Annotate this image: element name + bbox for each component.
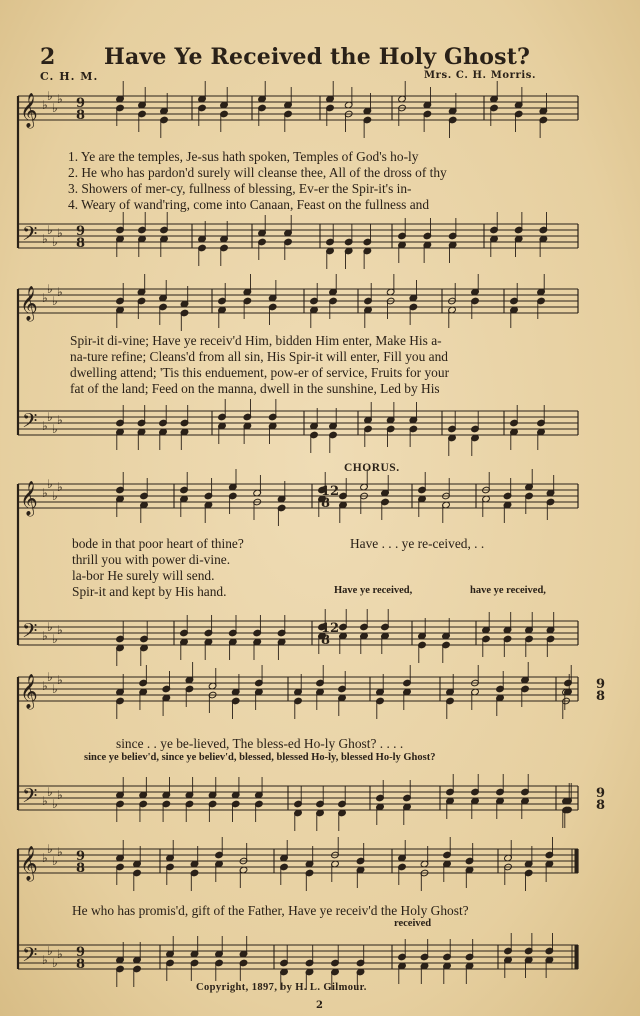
flat-sign: ♭ — [42, 98, 48, 112]
clef: 𝄞 — [20, 846, 38, 881]
flat-sign: ♭ — [47, 282, 53, 296]
copyright-notice: Copyright, 1897, by H. L. Gilmour. — [196, 982, 367, 993]
time-signature: 8 — [596, 689, 606, 704]
lyric-line: 1. Ye are the temples, Je-sus hath spoken, Temples of God's ho-ly — [68, 149, 419, 164]
chorus-label: CHORUS. — [344, 462, 400, 474]
lyric-line: thrill you with power di-vine. — [72, 552, 231, 567]
clef: 𝄞 — [20, 93, 38, 128]
page-number: 2 — [316, 1000, 323, 1011]
flat-sign: ♭ — [47, 670, 53, 684]
time-signature: 8 — [76, 957, 86, 972]
flat-sign: ♭ — [47, 477, 53, 491]
lyric-line: la-bor He surely will send. — [72, 568, 215, 583]
time-signature: 8 — [321, 496, 331, 511]
lyric-line: Spir-it and kept by His hand. — [72, 584, 227, 599]
clef: 𝄢 — [22, 619, 38, 647]
flat-sign: ♭ — [57, 947, 63, 961]
flat-sign: ♭ — [47, 410, 53, 424]
flat-sign: ♭ — [47, 89, 53, 103]
flat-sign: ♭ — [42, 794, 48, 808]
time-signature: 9 — [76, 849, 86, 864]
lyric-line: He who has promis'd, gift of the Father, Have ye receiv'd the Holy Ghost? — [72, 903, 469, 918]
bass-words: received — [394, 918, 432, 929]
time-signature: 9 — [76, 945, 86, 960]
flat-sign: ♭ — [42, 419, 48, 433]
clef: 𝄞 — [20, 286, 38, 321]
flat-sign: ♭ — [42, 679, 48, 693]
flat-sign: ♭ — [57, 623, 63, 637]
flat-sign: ♭ — [52, 294, 58, 308]
time-signature: 12 — [321, 484, 340, 499]
time-signature: 9 — [596, 677, 606, 692]
time-signature: 9 — [596, 786, 606, 801]
bass-words: since ye believ'd, since ye believ'd, blessed, blessed Ho-ly, blessed Ho-ly Ghost? — [84, 752, 436, 763]
time-signature: 9 — [76, 96, 86, 111]
lyric-line: since . . ye be-lieved, The bless-ed Ho-ly Ghost? . . . . — [116, 736, 404, 751]
flat-sign: ♭ — [47, 620, 53, 634]
time-signature: 8 — [596, 798, 606, 813]
lyric-line: fat of the land; Feed on the manna, dwell in the sunshine, Led by His — [70, 381, 440, 396]
flat-sign: ♭ — [47, 785, 53, 799]
clef: 𝄞 — [20, 674, 38, 709]
clef: 𝄞 — [20, 481, 38, 516]
clef: 𝄢 — [22, 784, 38, 812]
flat-sign: ♭ — [52, 632, 58, 646]
flat-sign: ♭ — [57, 788, 63, 802]
lyric-line: dwelling attend; 'Tis this enduement, pow-er of service, Fruits for your — [70, 365, 450, 380]
author-credit: Mrs. C. H. Morris. — [424, 70, 537, 81]
hymn-title: Have Ye Received the Holy Ghost? — [104, 44, 531, 70]
lyric-line: na-ture refine; Cleans'd from all sin, His Spir-it will enter, Fill you and — [70, 349, 448, 364]
flat-sign: ♭ — [52, 854, 58, 868]
clef: 𝄢 — [22, 943, 38, 971]
lyric-line: bode in that poor heart of thine? — [72, 536, 244, 551]
lyric-line: 4. Weary of wand'ring, come into Canaan, Feast on the fullness and — [68, 197, 430, 212]
flat-sign: ♭ — [47, 842, 53, 856]
flat-sign: ♭ — [42, 291, 48, 305]
flat-sign: ♭ — [52, 956, 58, 970]
flat-sign: ♭ — [52, 797, 58, 811]
bass-words: have ye received, — [470, 585, 546, 596]
flat-sign: ♭ — [57, 480, 63, 494]
flat-sign: ♭ — [57, 413, 63, 427]
flat-sign: ♭ — [52, 422, 58, 436]
bass-words: Have ye received, — [334, 585, 413, 596]
lyric-line: 3. Showers of mer-cy, fullness of blessing, Ev-er the Spir-it's in- — [68, 181, 412, 196]
time-signature: 8 — [76, 861, 86, 876]
flat-sign: ♭ — [52, 682, 58, 696]
flat-sign: ♭ — [52, 101, 58, 115]
flat-sign: ♭ — [42, 232, 48, 246]
hymn-number: 2 — [40, 44, 56, 70]
flat-sign: ♭ — [42, 629, 48, 643]
composer-credit: C. H. M. — [40, 70, 99, 83]
time-signature: 8 — [76, 236, 86, 251]
flat-sign: ♭ — [42, 486, 48, 500]
flat-sign: ♭ — [57, 92, 63, 106]
flat-sign: ♭ — [47, 944, 53, 958]
lyric-line: 2. He who has pardon'd surely will cleanse thee, All of the dross of thy — [68, 165, 447, 180]
clef: 𝄢 — [22, 409, 38, 437]
flat-sign: ♭ — [42, 851, 48, 865]
time-signature: 9 — [76, 224, 86, 239]
time-signature: 12 — [321, 621, 340, 636]
flat-sign: ♭ — [42, 953, 48, 967]
flat-sign: ♭ — [47, 223, 53, 237]
flat-sign: ♭ — [57, 673, 63, 687]
time-signature: 8 — [76, 108, 86, 123]
flat-sign: ♭ — [52, 489, 58, 503]
flat-sign: ♭ — [57, 285, 63, 299]
time-signature: 8 — [321, 633, 331, 648]
flat-sign: ♭ — [52, 235, 58, 249]
flat-sign: ♭ — [57, 845, 63, 859]
flat-sign: ♭ — [57, 226, 63, 240]
chorus-lyric: Have . . . ye re-ceived, . . — [350, 536, 485, 551]
clef: 𝄢 — [22, 222, 38, 250]
lyric-line: Spir-it di-vine; Have ye receiv'd Him, bidden Him enter, Make His a- — [70, 333, 442, 348]
